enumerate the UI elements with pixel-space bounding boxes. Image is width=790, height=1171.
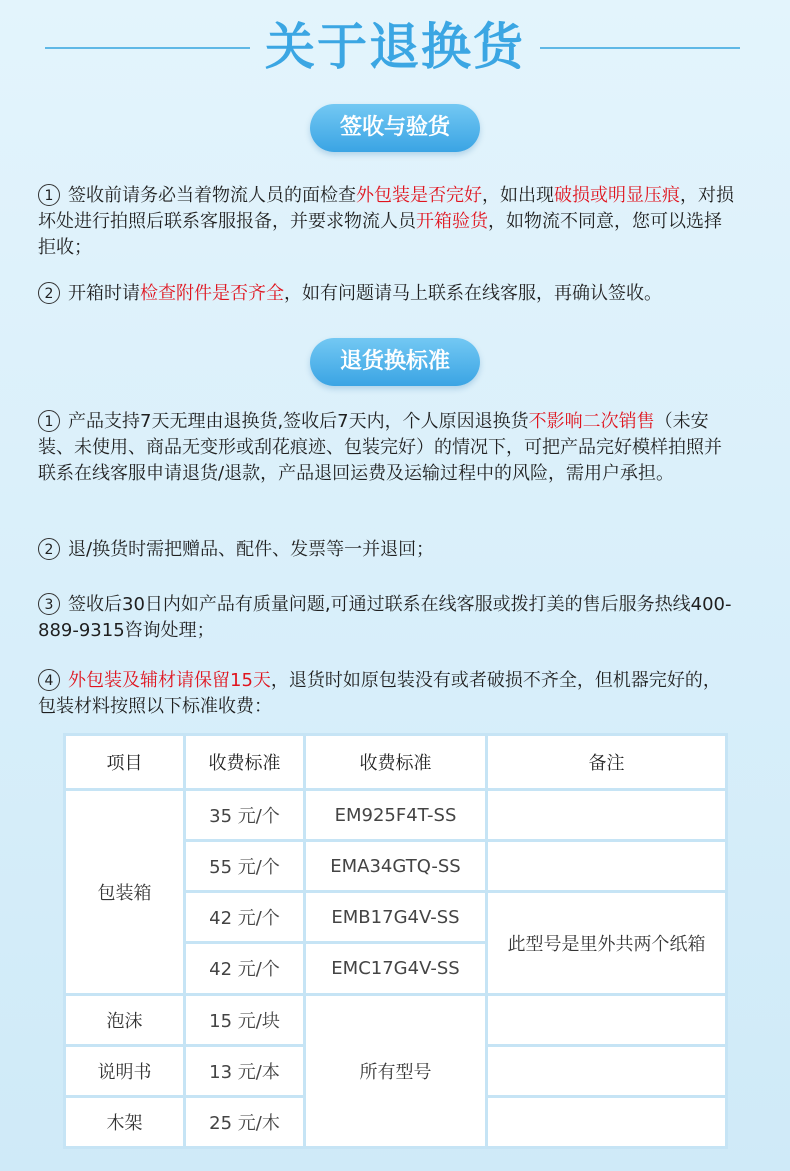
item-text: ，如物流不同意，您可以选择拒收； (38, 211, 722, 258)
inspection-item-1 (38, 183, 738, 261)
returns-item-1 (38, 409, 738, 487)
note-cell (487, 790, 727, 841)
item-number: 2 (38, 282, 60, 304)
item-number: 1 (38, 184, 60, 206)
item-highlight: 开箱验货 (416, 211, 488, 232)
item-number: 1 (38, 410, 60, 432)
title-divider-left (45, 47, 250, 49)
note-cell (487, 994, 727, 1045)
table-header: 项目 (65, 735, 185, 790)
model-cell: EMA34GTQ-SS (305, 841, 487, 892)
returns-item-2 (38, 537, 738, 563)
item-highlight: 不影响二次销售 (528, 411, 655, 432)
title-divider-right (540, 47, 740, 49)
item-highlight: 检查附件是否齐全 (140, 283, 284, 304)
item-text: 签收前请务必当着物流人员的面检查 (68, 185, 356, 206)
item-cell: 木架 (65, 1096, 185, 1147)
inspection-item-2 (38, 281, 738, 307)
table-header: 收费标准 (305, 735, 487, 790)
item-highlight: 破损或明显压痕 (554, 185, 680, 206)
item-cell: 泡沫 (65, 994, 185, 1045)
item-text: 产品支持7天无理由退换货,签收后7天内，个人原因退换货 (68, 411, 529, 432)
item-text: 退/换货时需把赠品、配件、发票等一并退回； (68, 539, 435, 560)
fee-table (63, 733, 728, 1149)
item-text: ，对损坏处进行拍照后联系客服报备，并要求物流人员 (38, 185, 734, 232)
model-cell: EMC17G4V-SS (305, 943, 487, 994)
box-label-cell: 包装箱 (65, 790, 185, 995)
price-cell: 42 元/个 (185, 892, 305, 943)
section-title-returns: 退货换标准 (310, 338, 480, 386)
table-row (65, 994, 727, 1045)
item-text: （未安装、未使用、商品无变形或刮花痕迹、包装完好）的情况下，可把产品完好模样拍照并联系在线客服申请退货/退款，产品退回运费及运输过程中的风险，需用户承担。 (38, 411, 722, 484)
table-header: 备注 (487, 735, 727, 790)
page-title: 关于退换货 (265, 18, 525, 76)
price-cell: 25 元/木 (185, 1096, 305, 1147)
all-models-cell: 所有型号 (305, 994, 487, 1147)
item-text: ，如出现 (482, 185, 554, 206)
item-highlight: 外包装及辅材请保留15天 (68, 670, 271, 691)
section-title-inspection: 签收与验货 (310, 104, 480, 152)
price-cell: 15 元/块 (185, 994, 305, 1045)
item-text: 开箱时请 (68, 283, 140, 304)
item-cell: 说明书 (65, 1045, 185, 1096)
item-number: 4 (38, 669, 60, 691)
returns-item-3 (38, 592, 738, 644)
note-cell (487, 1045, 727, 1096)
table-header-row (65, 735, 727, 790)
price-cell: 13 元/本 (185, 1045, 305, 1096)
price-cell: 55 元/个 (185, 841, 305, 892)
item-number: 3 (38, 593, 60, 615)
note-cell (487, 841, 727, 892)
table-header: 收费标准 (185, 735, 305, 790)
item-text: ，退货时如原包装没有或者破损不齐全，但机器完好的，包装材料按照以下标准收费： (38, 670, 721, 717)
item-text: 签收后30日内如产品有质量问题,可通过联系在线客服或拨打美的售后服务热线400-889-9315咨询处理； (38, 594, 732, 641)
price-cell: 42 元/个 (185, 943, 305, 994)
price-cell: 35 元/个 (185, 790, 305, 841)
model-cell: EMB17G4V-SS (305, 892, 487, 943)
item-highlight: 外包装是否完好 (356, 185, 482, 206)
returns-item-4 (38, 668, 738, 720)
page-header (0, 0, 790, 95)
item-number: 2 (38, 538, 60, 560)
model-cell: EM925F4T-SS (305, 790, 487, 841)
note-cell (487, 1096, 727, 1147)
note-cell: 此型号是里外共两个纸箱 (487, 892, 727, 994)
item-text: ，如有问题请马上联系在线客服，再确认签收。 (284, 283, 662, 304)
table-row (65, 790, 727, 841)
